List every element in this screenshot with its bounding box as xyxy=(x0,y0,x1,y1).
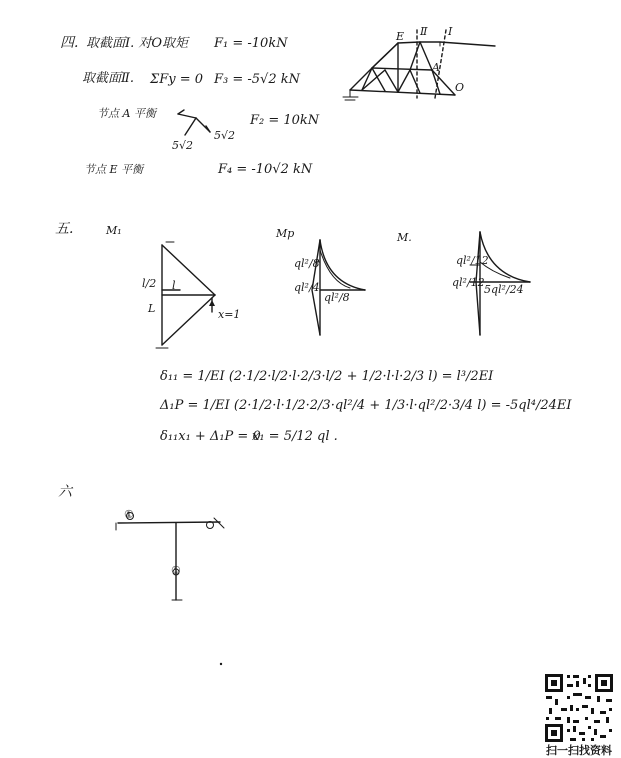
section6-number: 六 xyxy=(58,484,72,500)
node-a-vector-1: 5√2 xyxy=(172,139,194,152)
m-label: M. xyxy=(397,231,412,244)
section6-frame xyxy=(116,513,224,601)
truss-node-e: E xyxy=(396,30,405,43)
node-a-label: 节点 A 平衡 xyxy=(97,107,156,120)
node-a-force-sketch xyxy=(178,110,210,135)
truss-node-a: A xyxy=(432,61,440,74)
f3-result: F₃ = -5√2 kN xyxy=(214,72,300,87)
cut1-label: 取截面Ⅰ. 对O取矩 xyxy=(86,36,189,51)
truss-cut-1: Ⅰ xyxy=(448,25,453,38)
mp-right: ql²/8 xyxy=(324,291,350,304)
m1-half-top: l xyxy=(172,279,176,292)
f4-result: F₄ = -10√2 kN xyxy=(218,162,313,177)
node-e-label: 节点 E 平衡 xyxy=(84,163,144,176)
section5-number: 五. xyxy=(55,221,74,237)
truss-cut-2: Ⅱ xyxy=(420,25,428,38)
mp-left-top: ql²/8 xyxy=(294,257,320,270)
delta11-equation: δ₁₁ = 1/EI (2·1/2·l/2·l·2/3·l/2 + 1/2·l·l·2/3 l) = l³/2EI xyxy=(160,369,494,384)
section6-node-mark: ① xyxy=(124,508,134,521)
truss-node-o: O xyxy=(455,81,465,94)
qr-code-icon xyxy=(543,672,615,744)
m1-label: M₁ xyxy=(106,224,122,237)
truss-diagram xyxy=(343,30,495,100)
m1-half-left: l/2 xyxy=(142,277,157,290)
canonical-equation: δ₁₁x₁ + Δ₁P = 0 xyxy=(160,429,261,444)
section6-node-mark-2: ① xyxy=(171,564,181,577)
m1-diagram xyxy=(156,242,215,348)
m-top-value: ql²/12 xyxy=(456,254,489,267)
m-mid-value: ql²/12 xyxy=(452,276,485,289)
m1-unit-load: x=1 xyxy=(218,308,241,321)
mp-label: Mp xyxy=(276,227,295,240)
delta1p-equation: Δ₁P = 1/EI (2·1/2·l·1/2·2/3·ql²/4 + 1/3·l·ql²/2·3/4 l) = -5ql⁴/24EI xyxy=(160,398,572,413)
qr-code[interactable] xyxy=(543,672,615,744)
f1-result: F₁ = -10kN xyxy=(214,36,288,51)
mp-diagram xyxy=(312,240,365,335)
mp-left-bottom: ql²/4 xyxy=(294,281,320,294)
x1-result: x₁ = 5/12 ql . xyxy=(252,429,338,444)
cut2-label: 取截面Ⅱ. xyxy=(82,71,134,86)
section4-number: 四. xyxy=(60,35,79,51)
cut2-equation: ΣFy = 0 xyxy=(150,72,203,87)
f2-result: F₂ = 10kN xyxy=(250,113,320,128)
m1-length: L xyxy=(148,302,156,315)
m-right-value: 5ql²/24 xyxy=(484,283,524,296)
node-a-vector-2: 5√2 xyxy=(214,129,236,142)
qr-caption: 扫一扫找资料 xyxy=(546,744,612,757)
